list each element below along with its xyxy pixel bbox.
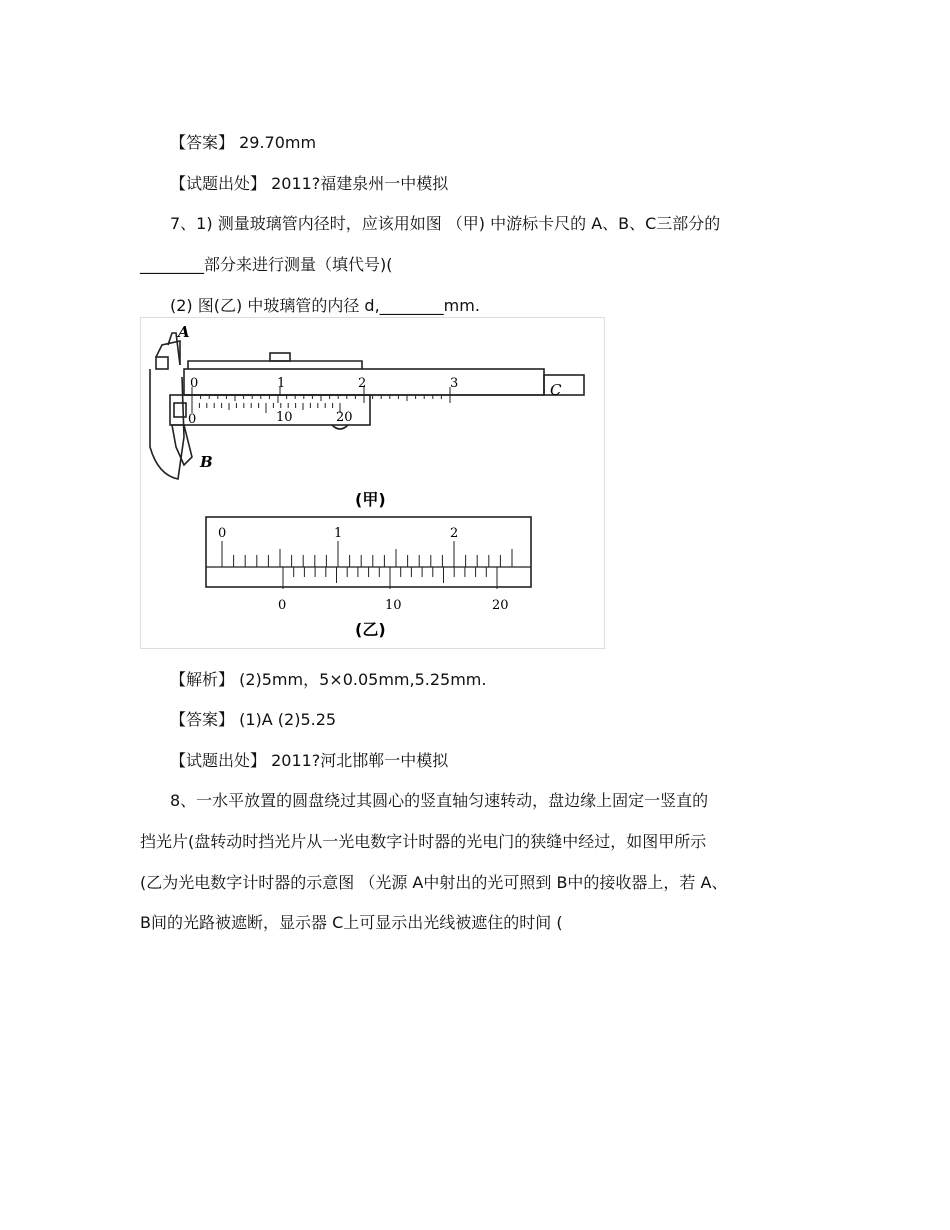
caliper-yi-caption: (乙) — [355, 620, 386, 639]
caliper-label-a: A — [178, 323, 190, 341]
caliper-jia-vernier-tick-20: 20 — [336, 410, 353, 425]
caliper-yi-main-tick-2: 2 — [450, 526, 459, 541]
line-analysis: 【解析】 (2)5mm，5×0.05mm,5.25mm. — [170, 670, 487, 689]
caliper-figure — [140, 317, 605, 649]
line-question-7-blank: ________部分来进行测量（填代号)( — [140, 255, 393, 274]
caliper-drawing — [140, 317, 605, 649]
caliper-yi-vernier-tick-0: 0 — [278, 598, 287, 613]
caliper-jia-main-tick-2: 2 — [358, 376, 367, 391]
line-question-7-part2: (2) 图(乙) 中玻璃管的内径 d,________mm. — [170, 296, 480, 315]
line-question-8-part2: 挡光片(盘转动时挡光片从一光电数字计时器的光电门的狭缝中经过，如图甲所示 — [140, 832, 707, 851]
line-source-1: 【试题出处】 2011?福建泉州一中模拟 — [170, 174, 449, 193]
caliper-jia-main-tick-3: 3 — [450, 376, 459, 391]
caliper-label-c: C — [550, 381, 562, 399]
caliper-yi-main-tick-1: 1 — [334, 526, 343, 541]
caliper-yi-main-scale — [222, 541, 512, 567]
line-answer-1: 【答案】 29.70mm — [170, 133, 317, 152]
caliper-jia — [150, 333, 584, 479]
line-question-8-part4: B间的光路被遮断，显示器 C上可显示出光线被遮住的时间 ( — [140, 913, 563, 932]
line-question-8-part1: 8、一水平放置的圆盘绕过其圆心的竖直轴匀速转动，盘边缘上固定一竖直的 — [170, 791, 709, 810]
caliper-jia-main-tick-1: 1 — [277, 376, 286, 391]
line-answer-2: 【答案】 (1)A (2)5.25 — [170, 710, 337, 729]
caliper-label-b: B — [200, 453, 213, 471]
line-question-8-part3: (乙为光电数字计时器的示意图 （光源 A中射出的光可照到 B中的接收器上，若 A、 — [140, 873, 728, 892]
caliper-yi-vernier-scale — [283, 567, 497, 589]
caliper-yi-main-tick-0: 0 — [218, 526, 227, 541]
caliper-jia-main-tick-0: 0 — [190, 376, 199, 391]
caliper-jia-vernier-tick-0: 0 — [188, 412, 197, 427]
caliper-jia-vernier-tick-10: 10 — [276, 410, 293, 425]
line-source-2: 【试题出处】 2011?河北邯郸一中模拟 — [170, 751, 449, 770]
caliper-yi-vernier-tick-20: 20 — [492, 598, 509, 613]
line-question-7-part1: 7、1) 测量玻璃管内径时，应该用如图 （甲) 中游标卡尺的 A、B、C三部分的 — [170, 214, 721, 233]
caliper-jia-caption: (甲) — [355, 490, 386, 509]
caliper-yi-vernier-tick-10: 10 — [385, 598, 402, 613]
caliper-jia-main-scale — [192, 387, 450, 413]
